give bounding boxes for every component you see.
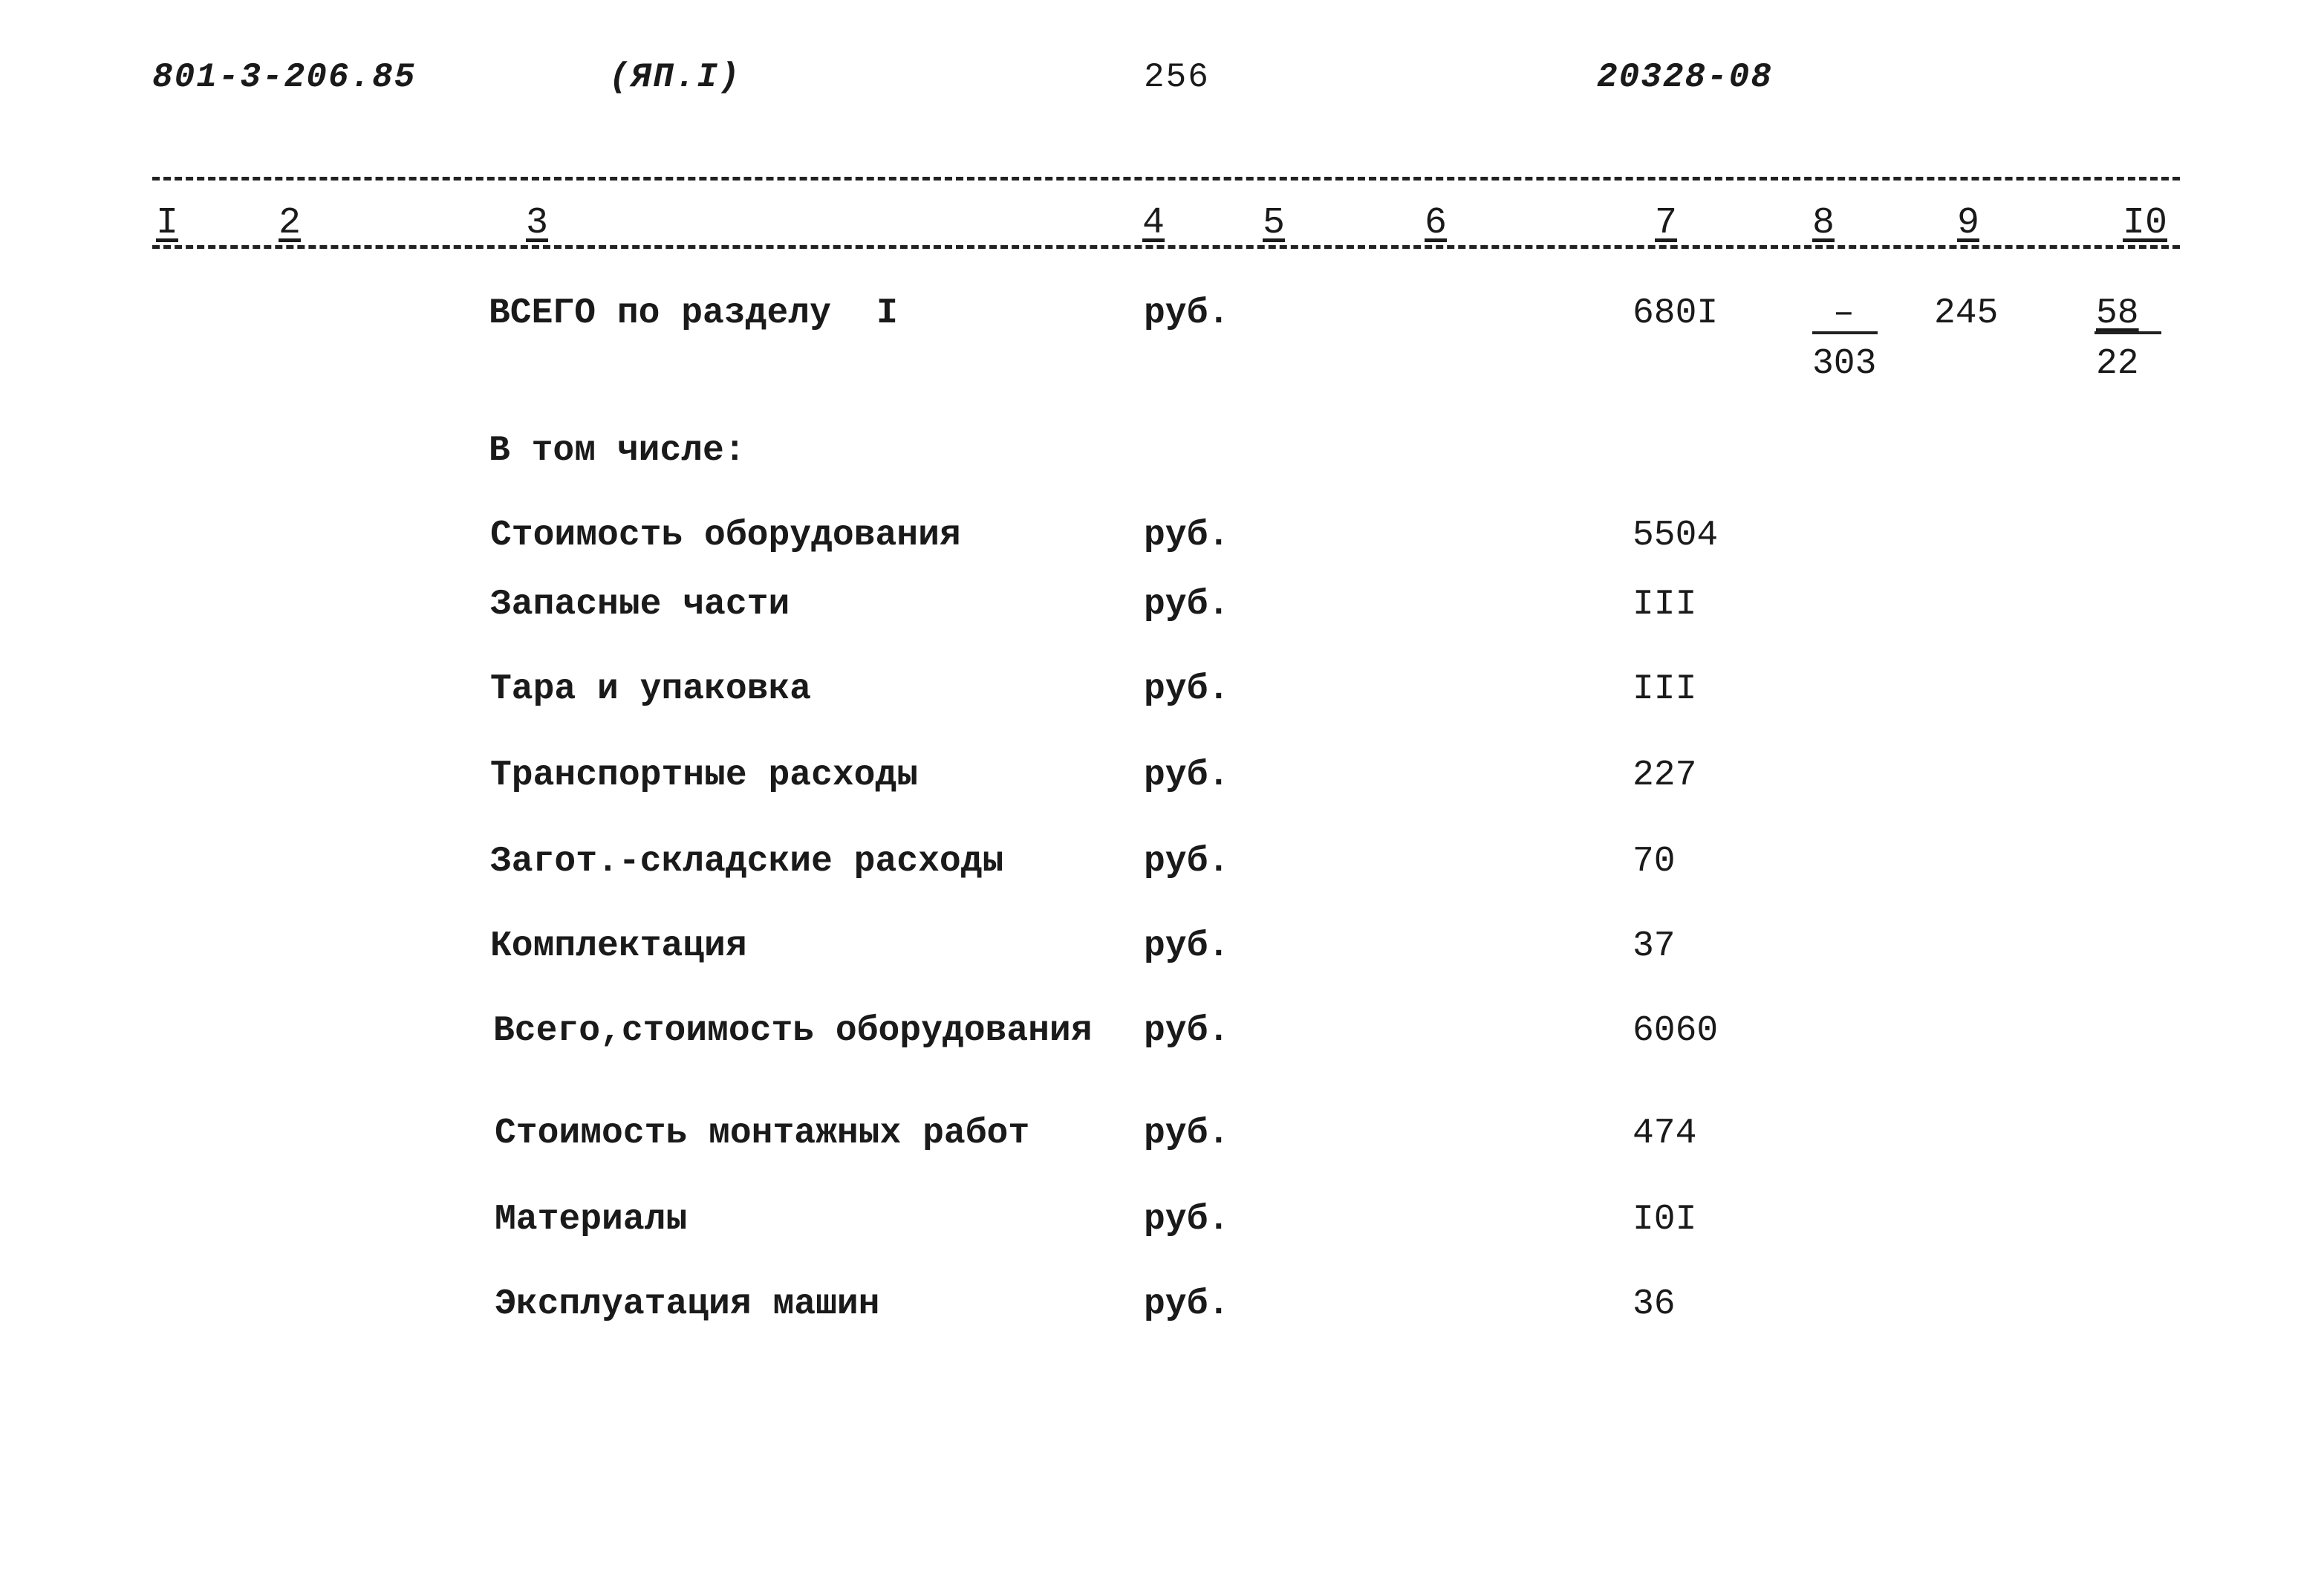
total-row-col10-top: 58 <box>2096 293 2139 334</box>
column-number-9: 9 <box>1957 202 1980 244</box>
top-dashed-rule <box>152 177 2180 181</box>
row-value-completion: 37 <box>1633 926 1676 966</box>
column-header-rule <box>152 245 2180 249</box>
inventory-number: 20328-08 <box>1597 58 1773 97</box>
row-value-installation: 474 <box>1633 1114 1697 1154</box>
row-label-transport: Транспортные расходы <box>490 755 919 796</box>
col10-fraction-bar <box>2094 331 2161 334</box>
column-number-4: 4 <box>1142 202 1165 244</box>
total-row-col7: 680I <box>1633 293 1719 334</box>
total-row-unit: руб. <box>1144 293 1230 334</box>
row-unit: руб. <box>1144 1011 1230 1051</box>
row-label-equipment-total: Всего,стоимость оборудования <box>493 1011 1093 1051</box>
page-number: 256 <box>1144 58 1210 97</box>
album-code: (ЯП.I) <box>609 58 741 97</box>
column-number-5: 5 <box>1263 202 1286 244</box>
row-label-completion: Комплектация <box>490 926 747 966</box>
row-value-machine-operation: 36 <box>1633 1284 1676 1324</box>
row-label-installation: Стоимость монтажных работ <box>495 1114 1030 1154</box>
row-unit: руб. <box>1144 926 1230 966</box>
row-value-equipment-total: 6060 <box>1633 1011 1719 1051</box>
column-number-10: I0 <box>2123 202 2168 244</box>
row-unit: руб. <box>1144 516 1230 556</box>
total-row-col10-bottom: 22 <box>2096 344 2139 384</box>
row-unit: руб. <box>1144 669 1230 709</box>
row-value-equipment-cost: 5504 <box>1633 516 1719 556</box>
column-number-7: 7 <box>1655 202 1678 244</box>
col8-fraction-bar <box>1812 331 1878 334</box>
including-label: В том числе: <box>489 431 746 471</box>
row-value-materials: I0I <box>1633 1200 1697 1240</box>
total-row-col8-top: – <box>1833 293 1855 334</box>
column-number-1: I <box>156 202 179 244</box>
row-label-machine-operation: Эксплуатация машин <box>495 1284 880 1324</box>
row-value-spare-parts: III <box>1633 585 1697 625</box>
row-value-transport: 227 <box>1633 755 1697 796</box>
column-number-3: 3 <box>526 202 549 244</box>
total-row-label: ВСЕГО по разделу <box>489 293 831 334</box>
total-row-section: I <box>876 293 898 334</box>
row-label-equipment-cost: Стоимость оборудования <box>490 516 961 556</box>
row-label-materials: Материалы <box>495 1200 688 1240</box>
document-code: 801-3-206.85 <box>152 58 417 97</box>
row-unit: руб. <box>1144 1200 1230 1240</box>
column-number-2: 2 <box>279 202 302 244</box>
column-number-6: 6 <box>1425 202 1448 244</box>
row-unit: руб. <box>1144 842 1230 882</box>
row-unit: руб. <box>1144 585 1230 625</box>
row-label-spare-parts: Запасные части <box>490 585 790 625</box>
row-unit: руб. <box>1144 1284 1230 1324</box>
row-unit: руб. <box>1144 1114 1230 1154</box>
row-value-warehouse: 70 <box>1633 842 1676 882</box>
row-label-packaging: Тара и упаковка <box>490 669 812 709</box>
row-unit: руб. <box>1144 755 1230 796</box>
total-row-col8-bottom: 303 <box>1812 344 1877 384</box>
total-row-col9: 245 <box>1934 293 1999 334</box>
row-label-warehouse: Загот.-складские расходы <box>490 842 1004 882</box>
column-number-8: 8 <box>1812 202 1835 244</box>
row-value-packaging: III <box>1633 669 1697 709</box>
